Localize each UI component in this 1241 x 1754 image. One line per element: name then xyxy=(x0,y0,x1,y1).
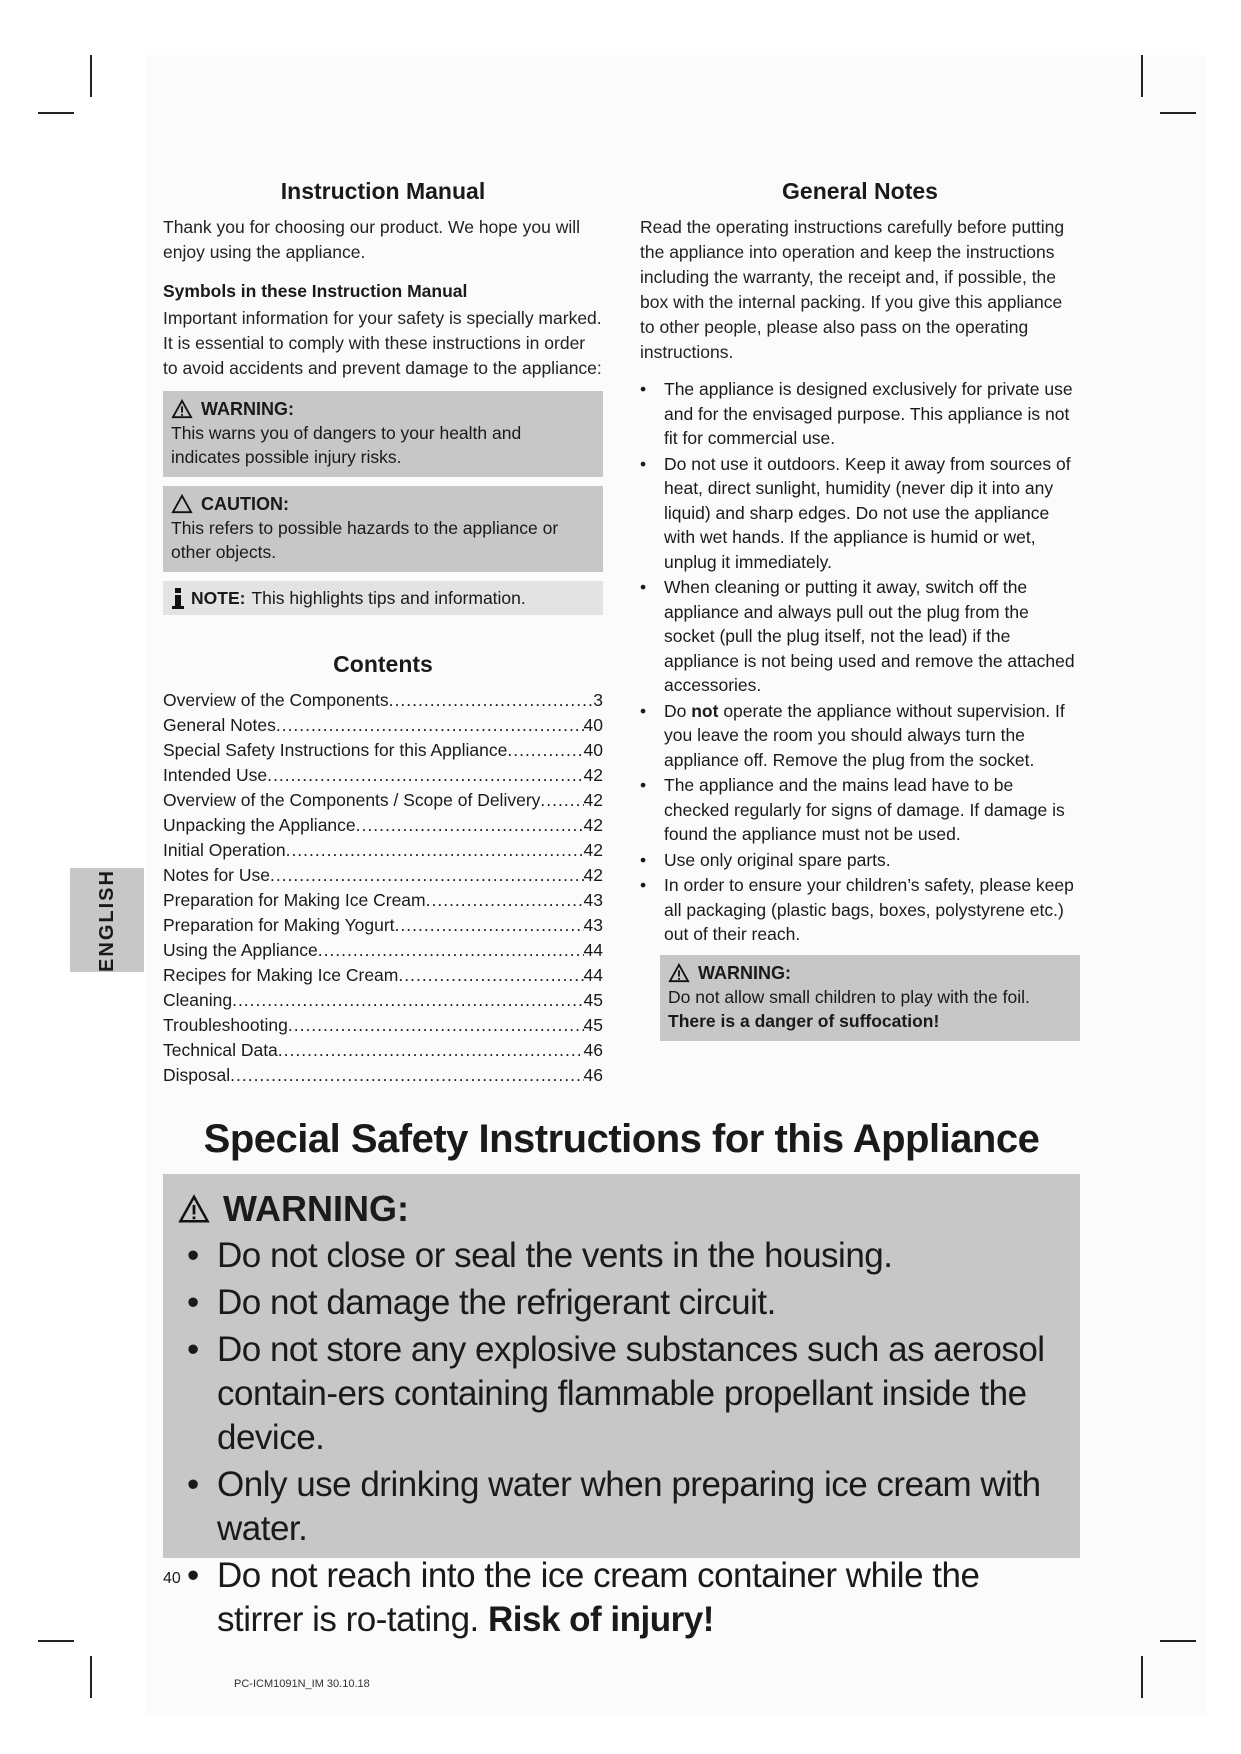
list-item: • The appliance is designed exclusively for private use and for the envisaged purpose. This appliance is not fit for commercial use. xyxy=(640,377,1080,451)
caution-text: This refers to possible hazards to the appliance or other objects. xyxy=(171,518,559,562)
footer-code: PC-ICM1091N_IM 30.10.18 xyxy=(234,1678,370,1690)
warning-triangle-icon xyxy=(177,1194,211,1224)
toc-page: 45 xyxy=(583,990,603,1010)
left-column xyxy=(163,178,603,1088)
toc-leader-dots xyxy=(398,963,583,988)
toc-label: General Notes xyxy=(163,715,276,735)
toc-entry xyxy=(163,763,603,788)
toc-leader-dots xyxy=(230,1063,583,1088)
toc-page: 40 xyxy=(583,715,603,735)
toc-label: Recipes for Making Ice Cream xyxy=(163,965,399,985)
toc-label: Cleaning xyxy=(163,990,233,1010)
toc-entry xyxy=(163,838,603,863)
warning-text: Do not allow small children to play with the foil. xyxy=(668,986,1030,1007)
toc-label: Initial Operation xyxy=(163,840,286,860)
toc-page: 42 xyxy=(583,840,603,860)
toc-entry xyxy=(163,913,603,938)
toc-leader-dots xyxy=(395,913,584,938)
general-notes-title: General Notes xyxy=(782,178,938,204)
list-item: • Do not operate the appliance without supervision. If you leave the room you should always turn the appliance off. Remove the plug from the socket. xyxy=(640,699,1080,773)
toc-entry xyxy=(163,963,603,988)
list-item: • Only use drinking water when preparing ice cream with water. xyxy=(177,1463,1066,1551)
toc-page: 42 xyxy=(583,790,603,810)
toc-label: Disposal xyxy=(163,1065,231,1085)
general-notes-intro: Read the operating instructions carefully before putting the appliance into operation and keep the instructions including the warranty, the receipt and, if possible, the box with the internal packing. If you give this appliance to other people, please also pass on the operating instructions. xyxy=(640,217,1065,362)
warning-box xyxy=(163,391,603,477)
list-item: • Do not damage the refrigerant circuit. xyxy=(177,1281,1066,1325)
list-item: • Do not store any explosive substances such as aerosol contain-ers containing flammable propellant inside the device. xyxy=(177,1328,1066,1460)
crop-mark xyxy=(38,112,74,114)
symbols-heading: Symbols in these Instruction Manual xyxy=(163,281,468,301)
toc-page: 46 xyxy=(583,1065,603,1085)
toc-page: 43 xyxy=(583,915,603,935)
special-warning-title: WARNING: xyxy=(223,1188,409,1229)
caution-title: CAUTION: xyxy=(201,494,289,514)
toc-label: Preparation for Making Ice Cream xyxy=(163,890,426,910)
contents-title: Contents xyxy=(333,651,433,677)
toc-entry xyxy=(163,1038,603,1063)
toc-leader-dots xyxy=(267,763,583,788)
toc-page: 3 xyxy=(593,690,603,710)
caution-box xyxy=(163,486,603,572)
toc-leader-dots xyxy=(270,863,584,888)
symbols-text-1: Important information for your safety is specially marked. xyxy=(163,308,602,328)
language-label: ENGLISH xyxy=(95,868,118,972)
general-notes-list xyxy=(640,377,1080,947)
crop-mark xyxy=(1160,112,1196,114)
toc-entry xyxy=(163,1063,603,1088)
crop-mark xyxy=(90,1656,92,1698)
toc-page: 42 xyxy=(583,815,603,835)
info-icon xyxy=(171,587,185,609)
toc-leader-dots xyxy=(286,838,584,863)
toc-leader-dots xyxy=(288,1013,584,1038)
toc-label: Special Safety Instructions for this Appliance xyxy=(163,740,508,760)
note-box xyxy=(163,581,603,615)
toc-page: 42 xyxy=(583,765,603,785)
toc-page: 43 xyxy=(583,890,603,910)
right-column xyxy=(640,178,1080,1041)
crop-mark xyxy=(1141,1656,1143,1698)
toc-entry xyxy=(163,888,603,913)
toc-entry xyxy=(163,688,603,713)
toc-leader-dots xyxy=(276,713,584,738)
list-item: • In order to ensure your children’s safety, please keep all packaging (plastic bags, boxes, polystyrene etc.) out of their reach. xyxy=(640,873,1080,947)
toc-entry xyxy=(163,813,603,838)
warning-triangle-icon xyxy=(668,963,690,983)
warning-title: WARNING: xyxy=(201,399,294,419)
toc-page: 44 xyxy=(583,965,603,985)
toc-entry xyxy=(163,713,603,738)
toc-page: 44 xyxy=(583,940,603,960)
suffocation-warning-box xyxy=(660,955,1080,1041)
list-item: • Do not close or seal the vents in the housing. xyxy=(177,1234,1066,1278)
instruction-manual-title: Instruction Manual xyxy=(280,178,486,204)
list-item: • The appliance and the mains lead have to be checked regularly for signs of damage. If damage is found the appliance must not be used. xyxy=(640,773,1080,847)
toc-page: 40 xyxy=(583,740,603,760)
warning-bold-text: There is a danger of suffocation! xyxy=(668,1010,940,1031)
page-number: 40 xyxy=(163,1570,181,1587)
toc-label: Intended Use xyxy=(163,765,268,785)
note-label: NOTE: xyxy=(191,587,246,608)
warning-text: This warns you of dangers to your health and indicates possible injury risks. xyxy=(171,423,522,467)
list-item: • When cleaning or putting it away, switch off the appliance and always pull out the plug from the socket (pull the plug itself, not the lead) if the appliance is not being used and remove the attached accessories. xyxy=(640,575,1080,698)
caution-triangle-icon xyxy=(171,494,193,514)
toc-leader-dots xyxy=(426,888,584,913)
special-safety-title: Special Safety Instructions for this Appliance xyxy=(203,1117,1040,1161)
toc-label: Overview of the Components xyxy=(163,690,389,710)
special-warning-list xyxy=(177,1234,1066,1642)
crop-mark xyxy=(38,1640,74,1642)
crop-mark xyxy=(1160,1640,1196,1642)
toc-leader-dots xyxy=(389,688,594,713)
language-side-tab xyxy=(70,868,144,972)
toc-label: Troubleshooting xyxy=(163,1015,288,1035)
crop-mark xyxy=(1141,55,1143,97)
toc-label: Overview of the Components / Scope of Delivery xyxy=(163,790,541,810)
toc-page: 45 xyxy=(583,1015,603,1035)
toc-leader-dots xyxy=(540,788,583,813)
toc-leader-dots xyxy=(318,938,584,963)
toc-page: 46 xyxy=(583,1040,603,1060)
note-text: This highlights tips and information. xyxy=(251,587,526,608)
toc-entry xyxy=(163,738,603,763)
table-of-contents xyxy=(163,688,603,1088)
toc-label: Using the Appliance xyxy=(163,940,318,960)
toc-page: 42 xyxy=(583,865,603,885)
crop-mark xyxy=(90,55,92,97)
toc-leader-dots xyxy=(232,988,583,1013)
toc-label: Notes for Use xyxy=(163,865,270,885)
toc-entry xyxy=(163,988,603,1013)
toc-leader-dots xyxy=(507,738,583,763)
toc-entry xyxy=(163,863,603,888)
toc-entry xyxy=(163,1013,603,1038)
toc-label: Technical Data xyxy=(163,1040,278,1060)
toc-leader-dots xyxy=(356,813,584,838)
toc-leader-dots xyxy=(278,1038,584,1063)
toc-label: Preparation for Making Yogurt xyxy=(163,915,395,935)
toc-entry xyxy=(163,788,603,813)
intro-text: Thank you for choosing our product. We hope you will enjoy using the appliance. xyxy=(163,217,580,262)
warning-title: WARNING: xyxy=(698,962,791,983)
warning-triangle-icon xyxy=(171,399,193,419)
toc-entry xyxy=(163,938,603,963)
toc-label: Unpacking the Appliance xyxy=(163,815,356,835)
list-item: • Use only original spare parts. xyxy=(640,848,1080,873)
list-item: • Do not reach into the ice cream container while the stirrer is ro-tating. Risk of injury! xyxy=(177,1554,1066,1642)
list-item: • Do not use it outdoors. Keep it away from sources of heat, direct sunlight, humidity (never dip it into any liquid) and sharp edges. Do not use the appliance with wet hands. If the appliance is humid or wet, unplug it immediately. xyxy=(640,452,1080,575)
symbols-text-2: It is essential to comply with these instructions in order to avoid accidents and prevent damage to the appliance: xyxy=(163,333,602,378)
